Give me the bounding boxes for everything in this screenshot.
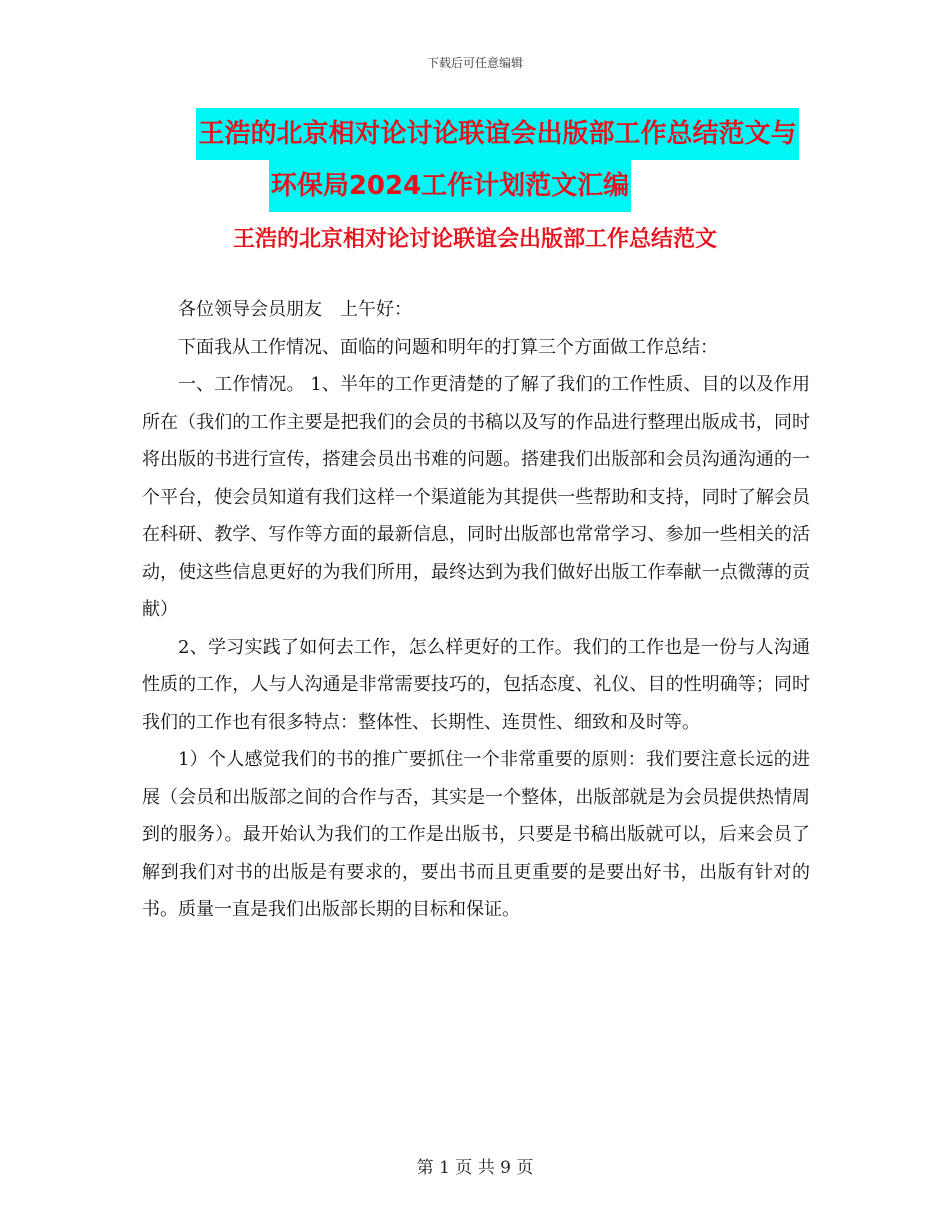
paragraph: 一、工作情况。 1、半年的工作更清楚的了解了我们的工作性质、目的以及作用所在（我们的工作主要是把我们的会员的书稿以及写的作品进行整理出版成书，同时将出版的书进行宣传，搭建会员出书难的问题。搭建我们出版部和会员沟通沟通的一个平台，使会员知道有我们这样一个渠道能为其提供一些帮助和支持，同时了解会员在科研、教学、写作等方面的最新信息，同时出版部也常常学习、参加一些相关的活动，使这些信息更好的为我们所用，最终达到为我们做好出版工作奉献一点微薄的贡献）: [142, 374, 810, 620]
document-title: [0, 108, 950, 212]
paragraph: 下面我从工作情况、面临的问题和明年的打算三个方面做工作总结：: [178, 336, 718, 358]
page-footer: 第 1 页 共 9 页: [416, 1158, 534, 1178]
header-note: 下载后可任意编辑: [426, 56, 523, 70]
title-line-1: 王浩的北京相对论讨论联谊会出版部工作总结范文与: [196, 108, 798, 160]
body-text: [142, 291, 810, 929]
paragraph: 2、学习实践了如何去工作，怎么样更好的工作。我们的工作也是一份与人沟通性质的工作，人与人沟通是非常需要技巧的，包括态度、礼仪、目的性明确等；同时我们的工作也有很多特点：整体性、长期性、连贯性、细致和及时等。: [142, 636, 810, 733]
paragraph: 各位领导会员朋友 上午好：: [178, 299, 412, 320]
paragraph: 1）个人感觉我们的书的推广要抓住一个非常重要的原则：我们要注意长远的进展（会员和出版部之间的合作与否，其实是一个整体，出版部就是为会员提供热情周到的服务）。最开始认为我们的工作是出版书，只要是书稿出版就可以，后来会员了解到我们对书的出版是有要求的，要出书而且更重要的是要出好书，出版有针对的书。质量一直是我们出版部长期的目标和保证。: [142, 749, 810, 920]
section-title: 王浩的北京相对论讨论联谊会出版部工作总结范文: [232, 227, 717, 252]
title-line-2: 环保局2024工作计划范文汇编: [269, 160, 631, 212]
